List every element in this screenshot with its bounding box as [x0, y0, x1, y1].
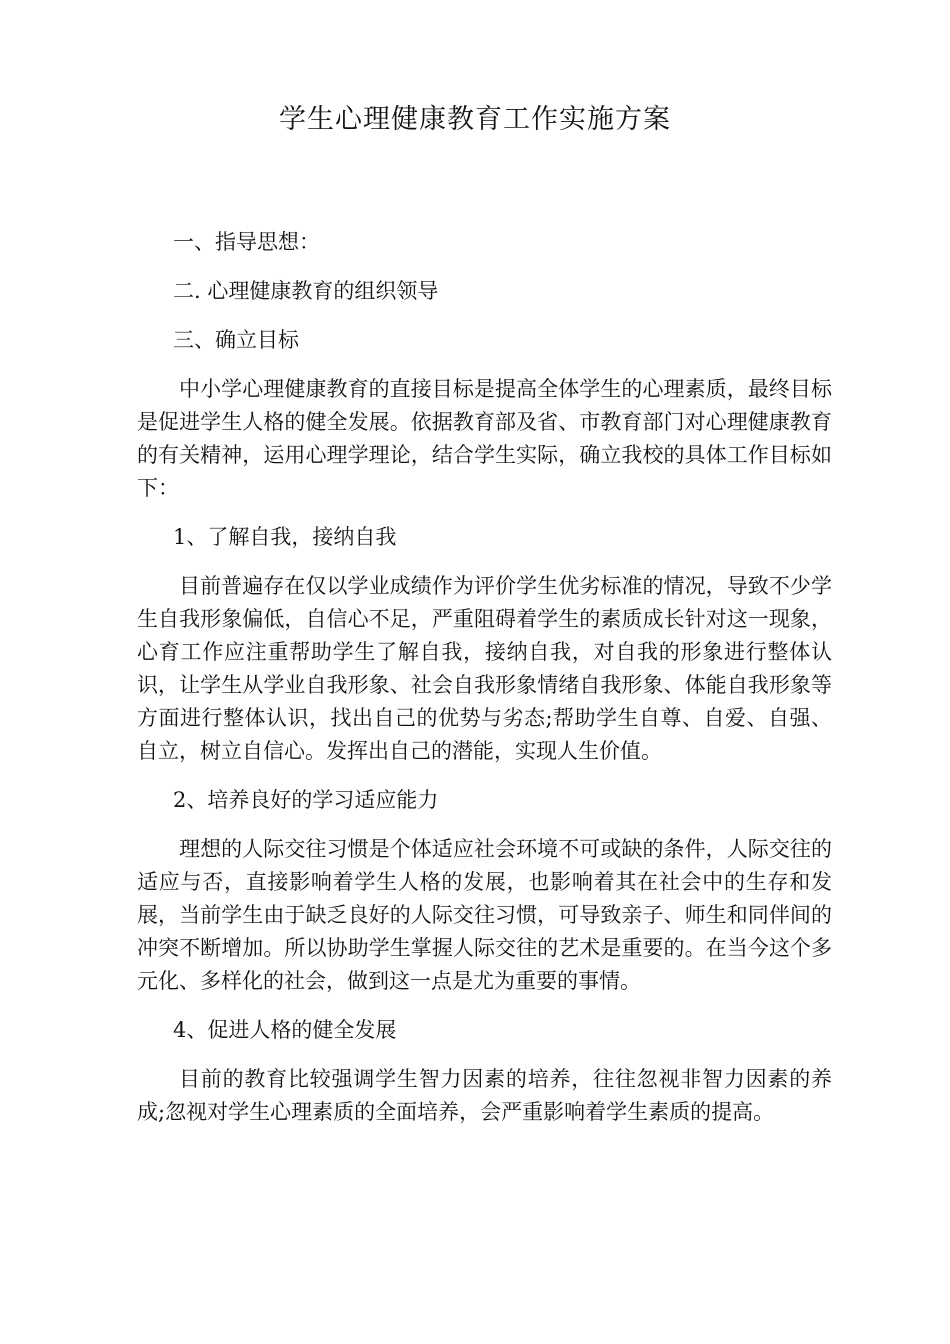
subheading-learning-adaptation: 2、培养良好的学习适应能力 — [173, 788, 439, 812]
document-title: 学生心理健康教育工作实施方案 — [279, 104, 671, 135]
paragraph-personality-development: 目前的教育比较强调学生智力因素的培养，往往忽视非智力因素的养成;忽视对学生心理素质的全面培养，会严重影响着学生素质的提高。 — [137, 1067, 832, 1124]
subheading-self-understanding: 1、了解自我，接纳自我 — [173, 525, 397, 549]
section-heading-goals: 三、确立目标 — [173, 328, 299, 352]
section-heading-guiding-ideology: 一、指导思想： — [173, 230, 320, 254]
paragraph-self-understanding: 目前普遍存在仅以学业成绩作为评价学生优劣标准的情况，导致不少学生自我形象偏低，自信心不足，严重阻碍着学生的素质成长针对这一现象，心育工作应注重帮助学生了解自我，接纳自我，对自我的形象进行整体认识，让学生从学业自我形象、社会自我形象情绪自我形象、体能自我形象等方面进行整体认识，找出自己的优势与劣态;帮助学生自尊、自爱、自强、自立，树立自信心。发挥出自己的潜能，实现人生价值。 — [137, 574, 832, 763]
paragraph-interpersonal: 理想的人际交往习惯是个体适应社会环境不可或缺的条件，人际交往的适应与否，直接影响着学生人格的发展，也影响着其在社会中的生存和发展，当前学生由于缺乏良好的人际交往习惯，可导致亲子、师生和同伴间的冲突不断增加。所以协助学生掌握人际交往的艺术是重要的。在当今这个多元化、多样化的社会，做到这一点是尤为重要的事情。 — [137, 837, 832, 993]
paragraph-goals-intro: 中小学心理健康教育的直接目标是提高全体学生的心理素质，最终目标是促进学生人格的健全发展。依据教育部及省、市教育部门对心理健康教育的有关精神，运用心理学理论，结合学生实际，确立我校的具体工作目标如下： — [137, 377, 832, 500]
document-body — [137, 226, 832, 1145]
section-heading-organization: 二. 心理健康教育的组织领导 — [173, 279, 439, 303]
subheading-personality-development: 4、促进人格的健全发展 — [173, 1018, 397, 1042]
